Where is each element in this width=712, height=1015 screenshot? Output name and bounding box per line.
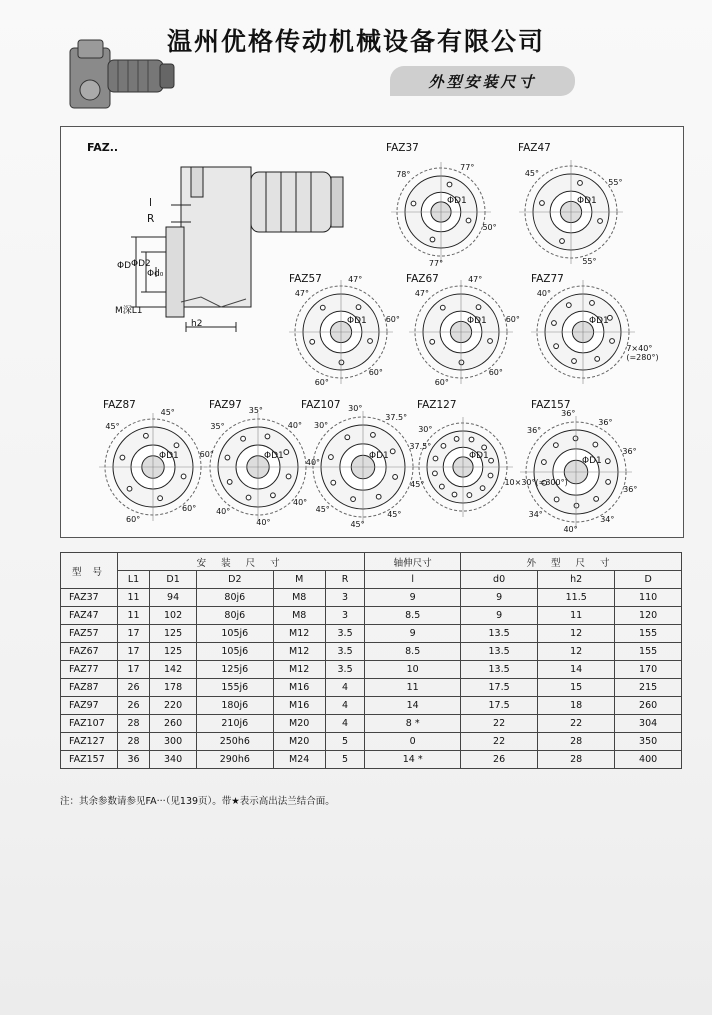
flange-label: FAZ127 <box>417 399 457 411</box>
flange-diameter-label: ΦD1 <box>467 316 487 326</box>
model-cell: FAZ87 <box>61 679 118 697</box>
angle-label: 37.5° <box>385 412 408 422</box>
flange-diameter-label: ΦD1 <box>347 316 367 326</box>
value-cell: 400 <box>615 751 682 769</box>
angle-label: 36° <box>561 409 576 419</box>
flange-diameter-label: ΦD1 <box>447 196 467 206</box>
model-cell: FAZ67 <box>61 643 118 661</box>
angle-label: 60° <box>505 315 520 325</box>
value-cell: 80j6 <box>197 607 274 625</box>
value-cell: 11 <box>538 607 615 625</box>
header-outline: 外 型 尺 寸 <box>461 553 682 571</box>
header-shaft: 轴伸尺寸 <box>365 553 461 571</box>
dim-L1: M深L1 <box>115 306 143 316</box>
value-cell: 4 <box>325 679 365 697</box>
value-cell: 14 <box>365 697 461 715</box>
model-cell: FAZ57 <box>61 625 118 643</box>
table-row <box>61 679 682 697</box>
value-cell: 3.5 <box>325 661 365 679</box>
dim-l: l <box>149 197 152 209</box>
angle-label: 35° <box>248 406 263 415</box>
value-cell: 28 <box>118 733 150 751</box>
value-cell: 5 <box>325 733 365 751</box>
angle-label: 45° <box>410 479 425 489</box>
value-cell: 180j6 <box>197 697 274 715</box>
value-cell: 3 <box>325 607 365 625</box>
value-cell: 11 <box>118 589 150 607</box>
value-cell: 22 <box>461 715 538 733</box>
angle-label: 40° <box>216 506 231 516</box>
dim-h2: h2 <box>191 319 203 329</box>
angle-label: 60° <box>314 377 329 387</box>
angle-label: 40° <box>287 420 302 430</box>
value-cell: 8.5 <box>365 607 461 625</box>
value-cell: 10 <box>365 661 461 679</box>
main-view-label: FAZ.. <box>87 141 119 154</box>
angle-label: 40° <box>536 288 551 298</box>
angle-label: 45° <box>160 408 175 418</box>
value-cell: 22 <box>461 733 538 751</box>
column-header: L1 <box>118 571 150 589</box>
value-cell: 142 <box>150 661 197 679</box>
value-cell: M20 <box>273 733 325 751</box>
value-cell: 220 <box>150 697 197 715</box>
table-row <box>61 661 682 679</box>
value-cell: 260 <box>150 715 197 733</box>
flange-diameter-label: ΦD1 <box>469 451 489 461</box>
value-cell: 155j6 <box>197 679 274 697</box>
angle-label: 60° <box>488 367 503 377</box>
value-cell: 8 * <box>365 715 461 733</box>
angle-label: 37.5° <box>409 441 432 451</box>
value-cell: M12 <box>273 625 325 643</box>
angle-label: 45° <box>105 422 120 432</box>
column-header: l <box>365 571 461 589</box>
value-cell: 12 <box>538 643 615 661</box>
value-cell: 155 <box>615 625 682 643</box>
angle-label: 55° <box>608 177 623 187</box>
flange-label: FAZ77 <box>531 273 564 285</box>
value-cell: 300 <box>150 733 197 751</box>
angle-label: 60° <box>199 449 214 459</box>
value-cell: 14 <box>538 661 615 679</box>
table-row <box>61 643 682 661</box>
drawing-frame <box>60 126 684 538</box>
value-cell: 17 <box>118 643 150 661</box>
column-header: d0 <box>461 571 538 589</box>
value-cell: M24 <box>273 751 325 769</box>
value-cell: 17 <box>118 625 150 643</box>
value-cell: 11 <box>365 679 461 697</box>
table-row <box>61 625 682 643</box>
value-cell: 155 <box>615 643 682 661</box>
value-cell: 28 <box>118 715 150 733</box>
angle-label: 35° <box>210 422 225 432</box>
value-cell: 340 <box>150 751 197 769</box>
value-cell: 28 <box>538 751 615 769</box>
value-cell: 290h6 <box>197 751 274 769</box>
angle-label: 47° <box>468 275 483 285</box>
angle-label: 77° <box>428 258 444 268</box>
flange-label: FAZ47 <box>518 142 551 154</box>
angle-label: 50° <box>482 223 497 233</box>
table-row <box>61 733 682 751</box>
value-cell: 102 <box>150 607 197 625</box>
flange-label: FAZ57 <box>289 273 322 285</box>
flange-diameter-label: ΦD1 <box>582 456 602 466</box>
angle-label: 45° <box>387 510 402 520</box>
value-cell: 9 <box>365 625 461 643</box>
table-row <box>61 751 682 769</box>
value-cell: M12 <box>273 643 325 661</box>
angle-label: 36° <box>623 484 638 494</box>
angle-label: 78° <box>396 170 411 180</box>
flange-label: FAZ67 <box>406 273 439 285</box>
angle-label: 60° <box>182 504 197 513</box>
angle-label: 45° <box>524 168 539 178</box>
angle-label: 40° <box>292 497 308 507</box>
column-header: D <box>615 571 682 589</box>
value-cell: 9 <box>365 589 461 607</box>
value-cell: 260 <box>615 697 682 715</box>
angle-label: 10×30°(=300°) <box>504 478 568 488</box>
value-cell: 105j6 <box>197 643 274 661</box>
value-cell: 17.5 <box>461 679 538 697</box>
gearbox-side-view <box>131 167 343 332</box>
angle-label: 45° <box>315 504 330 514</box>
value-cell: 9 <box>461 589 538 607</box>
model-cell: FAZ37 <box>61 589 118 607</box>
dim-D2: ΦD2 <box>131 259 151 269</box>
value-cell: 36 <box>118 751 150 769</box>
angle-label: 60° <box>126 514 141 524</box>
value-cell: 22 <box>538 715 615 733</box>
dim-d0: Φd₀ <box>147 269 164 279</box>
value-cell: M20 <box>273 715 325 733</box>
value-cell: 9 <box>461 607 538 625</box>
value-cell: 110 <box>615 589 682 607</box>
angle-label: 30° <box>313 420 329 430</box>
value-cell: 18 <box>538 697 615 715</box>
angle-label: 55° <box>582 257 597 267</box>
value-cell: M8 <box>273 589 325 607</box>
angle-label: 36° <box>526 425 542 435</box>
angle-label: 36° <box>598 417 613 427</box>
table-row <box>61 697 682 715</box>
model-cell: FAZ77 <box>61 661 118 679</box>
column-header: h2 <box>538 571 615 589</box>
value-cell: 14 * <box>365 751 461 769</box>
angle-label: 34° <box>528 509 543 519</box>
angle-label: 47° <box>414 288 429 298</box>
flange-label: FAZ107 <box>301 399 341 411</box>
flange-diameter-label: ΦD1 <box>264 451 284 461</box>
model-cell: FAZ157 <box>61 751 118 769</box>
dim-D: ΦD <box>117 261 132 271</box>
value-cell: 3.5 <box>325 625 365 643</box>
model-cell: FAZ127 <box>61 733 118 751</box>
footnote: 注：其余参数请参见FA···（见139页）。带★表示高出法兰结合面。 <box>60 796 335 807</box>
angle-label: 60° <box>368 367 383 377</box>
value-cell: 12 <box>538 625 615 643</box>
value-cell: 125j6 <box>197 661 274 679</box>
column-header: D2 <box>197 571 274 589</box>
value-cell: 4 <box>325 697 365 715</box>
company-title: 温州优格传动机械设备有限公司 <box>166 27 545 56</box>
value-cell: 3.5 <box>325 643 365 661</box>
value-cell: 105j6 <box>197 625 274 643</box>
value-cell: 125 <box>150 643 197 661</box>
angle-label: 40° <box>305 458 321 468</box>
table-row <box>61 715 682 733</box>
angle-label: 30° <box>418 425 433 435</box>
angle-label: 45° <box>350 519 365 529</box>
angle-label: 47° <box>294 288 309 298</box>
spec-table <box>60 552 682 769</box>
value-cell: 0 <box>365 733 461 751</box>
flange-diameter-label: ΦD1 <box>159 451 179 461</box>
value-cell: 170 <box>615 661 682 679</box>
value-cell: 26 <box>461 751 538 769</box>
angle-label: 36° <box>622 446 637 456</box>
value-cell: 125 <box>150 625 197 643</box>
angle-label: 47° <box>348 275 363 285</box>
value-cell: 215 <box>615 679 682 697</box>
value-cell: 350 <box>615 733 682 751</box>
section-subtitle: 外型安装尺寸 <box>428 73 537 91</box>
value-cell: 5 <box>325 751 365 769</box>
value-cell: 178 <box>150 679 197 697</box>
angle-label: 7×40°(=280°) <box>626 343 659 362</box>
column-header: D1 <box>150 571 197 589</box>
value-cell: 11 <box>118 607 150 625</box>
value-cell: 210j6 <box>197 715 274 733</box>
value-cell: 11.5 <box>538 589 615 607</box>
column-header: M <box>273 571 325 589</box>
flange-label: FAZ37 <box>386 142 419 154</box>
flange-diameter-label: ΦD1 <box>577 196 597 206</box>
angle-label: 77° <box>460 162 475 172</box>
angle-label: 40° <box>256 517 271 527</box>
model-cell: FAZ107 <box>61 715 118 733</box>
value-cell: 80j6 <box>197 589 274 607</box>
flange-drawings <box>99 160 638 528</box>
angle-label: 34° <box>600 515 615 525</box>
value-cell: 304 <box>615 715 682 733</box>
model-cell: FAZ97 <box>61 697 118 715</box>
table-row <box>61 607 682 625</box>
value-cell: 17.5 <box>461 697 538 715</box>
column-header: R <box>325 571 365 589</box>
value-cell: 13.5 <box>461 661 538 679</box>
angle-label: 60° <box>434 377 449 387</box>
value-cell: M8 <box>273 607 325 625</box>
value-cell: 94 <box>150 589 197 607</box>
flange-label: FAZ87 <box>103 399 136 411</box>
table-row <box>61 589 682 607</box>
value-cell: 15 <box>538 679 615 697</box>
value-cell: 250h6 <box>197 733 274 751</box>
flange-label: FAZ157 <box>531 399 571 411</box>
angle-label: 30° <box>348 404 363 414</box>
header-install: 安 装 尺 寸 <box>118 553 365 571</box>
angle-label: 40° <box>563 524 578 534</box>
value-cell: 17 <box>118 661 150 679</box>
flange-diameter-label: ΦD1 <box>369 451 389 461</box>
value-cell: 4 <box>325 715 365 733</box>
value-cell: M12 <box>273 661 325 679</box>
value-cell: 8.5 <box>365 643 461 661</box>
header-model: 型 号 <box>61 553 118 589</box>
angle-label: 60° <box>385 315 400 325</box>
value-cell: 13.5 <box>461 643 538 661</box>
flange-label: FAZ97 <box>209 399 242 411</box>
value-cell: 26 <box>118 697 150 715</box>
value-cell: 120 <box>615 607 682 625</box>
value-cell: 28 <box>538 733 615 751</box>
value-cell: 13.5 <box>461 625 538 643</box>
value-cell: 3 <box>325 589 365 607</box>
value-cell: M16 <box>273 679 325 697</box>
value-cell: 26 <box>118 679 150 697</box>
value-cell: M16 <box>273 697 325 715</box>
dim-R: R <box>147 213 155 225</box>
technical-drawing <box>61 127 683 537</box>
flange-diameter-label: ΦD1 <box>589 316 609 326</box>
model-cell: FAZ47 <box>61 607 118 625</box>
